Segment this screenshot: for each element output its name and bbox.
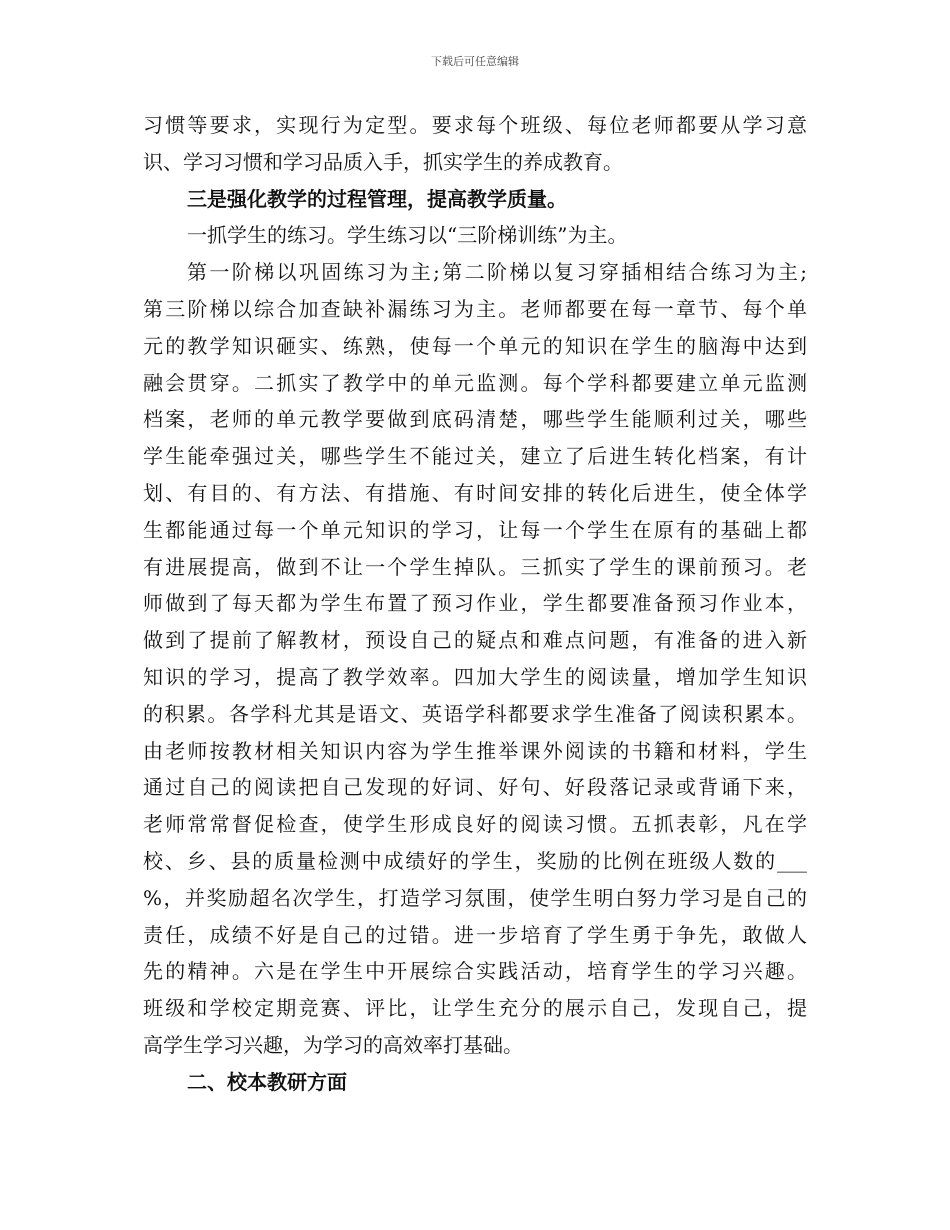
text-line: 师做到了每天都为学生布置了预习作业，学生都要准备预习作业本，	[143, 591, 807, 616]
text-line: %，并奖励超名次学生，打造学习氛围，使学生明白努力学习是自己的	[143, 885, 807, 910]
text-line: 一抓学生的练习。学生练习以“三阶梯训练”为主。	[187, 223, 628, 248]
text-line: 做到了提前了解教材，预设自己的疑点和难点问题，有准备的进入新	[143, 628, 807, 653]
text-line: 元的教学知识砸实、练熟，使每一个单元的知识在学生的脑海中达到	[143, 333, 807, 358]
text-line: 校、乡、县的质量检测中成绩好的学生，奖励的比例在班级人数的___	[143, 848, 807, 873]
text-line: 责任，成绩不好是自己的过错。进一步培育了学生勇于争先，敢做人	[143, 922, 807, 947]
text-line: 第一阶梯以巩固练习为主;第二阶梯以复习穿插相结合练习为主;	[187, 260, 807, 285]
page-header: 下载后可任意编辑	[431, 55, 519, 68]
text-line: 老师常常督促检查，使学生形成良好的阅读习惯。五抓表彰，凡在学	[143, 812, 807, 837]
section-heading: 二、校本教研方面	[187, 1069, 347, 1094]
text-line: 融会贯穿。二抓实了教学中的单元监测。每个学科都要建立单元监测	[143, 370, 807, 395]
section-heading: 三是强化教学的过程管理，提高教学质量。	[187, 186, 567, 211]
text-line: 知识的学习，提高了教学效率。四加大学生的阅读量，增加学生知识	[143, 664, 807, 689]
text-line: 生都能通过每一个单元知识的学习，让每一个学生在原有的基础上都	[143, 517, 807, 542]
text-line: 学生能牵强过关，哪些学生不能过关，建立了后进生转化档案，有计	[143, 444, 807, 469]
text-line: 习惯等要求，实现行为定型。要求每个班级、每位老师都要从学习意	[143, 113, 807, 137]
text-line: 划、有目的、有方法、有措施、有时间安排的转化后进生，使全体学	[143, 480, 807, 505]
text-line: 通过自己的阅读把自己发现的好词、好句、好段落记录或背诵下来，	[143, 775, 807, 800]
text-line: 有进展提高，做到不让一个学生掉队。三抓实了学生的课前预习。老	[143, 554, 807, 579]
text-line: 第三阶梯以综合加查缺补漏练习为主。老师都要在每一章节、每个单	[143, 296, 807, 321]
text-line: 由老师按教材相关知识内容为学生推举课外阅读的书籍和材料，学生	[143, 738, 807, 763]
text-line: 高学生学习兴趣，为学习的高效率打基础。	[143, 1032, 523, 1057]
text-line: 的积累。各学科尤其是语文、英语学科都要求学生准备了阅读积累本。	[143, 701, 807, 726]
text-line: 档案，老师的单元教学要做到底码清楚，哪些学生能顺利过关，哪些	[143, 407, 807, 432]
text-line: 班级和学校定期竞赛、评比，让学生充分的展示自己，发现自己，提	[143, 996, 807, 1021]
text-line: 先的精神。六是在学生中开展综合实践活动，培育学生的学习兴趣。	[143, 959, 807, 984]
document-body	[143, 107, 807, 1101]
text-line: 识、学习习惯和学习品质入手，抓实学生的养成教育。	[143, 149, 623, 174]
